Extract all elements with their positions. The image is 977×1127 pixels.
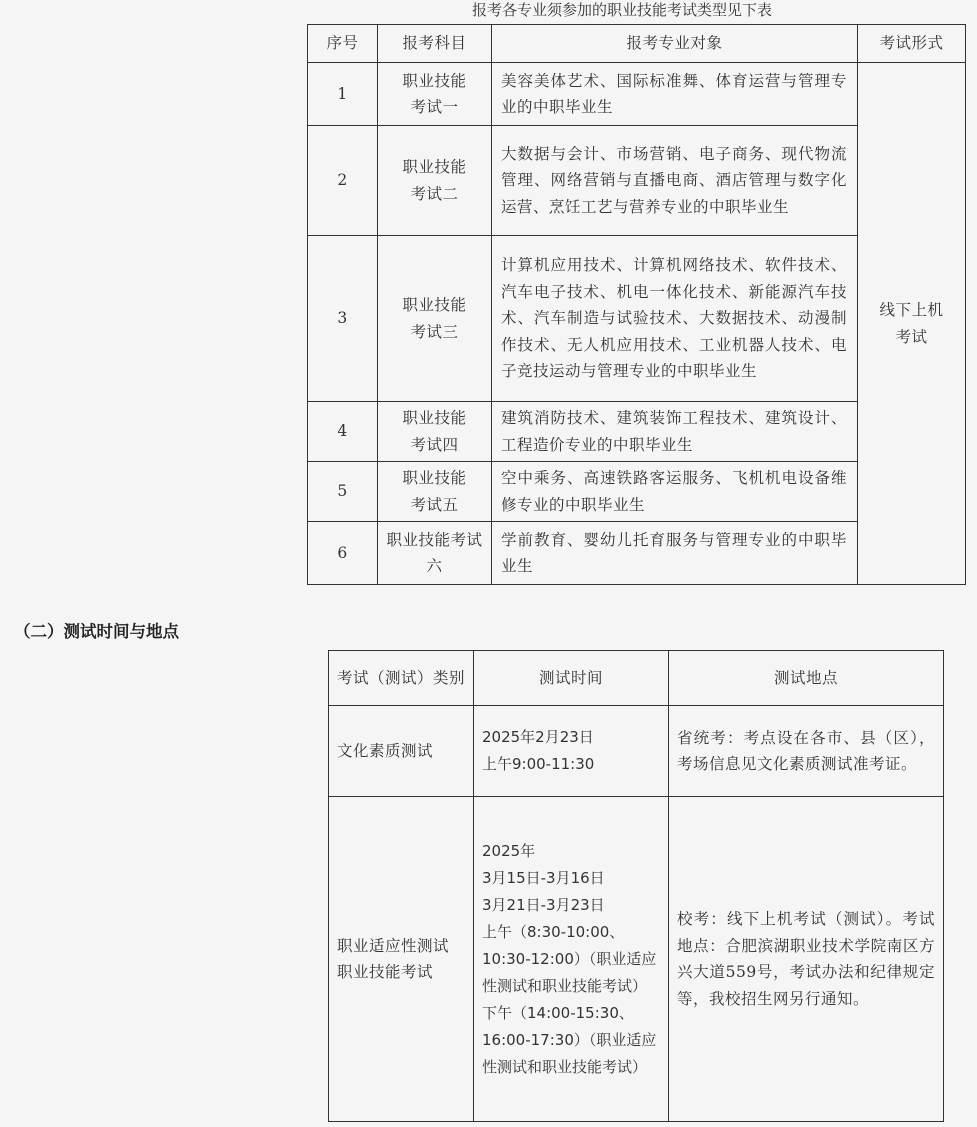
row-majors: 学前教育、婴幼儿托育服务与管理专业的中职毕业生 (492, 522, 858, 585)
table-row (329, 797, 944, 1122)
header-exam-form: 考试形式 (858, 25, 966, 63)
header-number: 序号 (308, 25, 378, 63)
category-line: 职业适应性测试 (337, 936, 450, 955)
schedule-table (328, 650, 944, 1122)
row-majors: 大数据与会计、市场营销、电子商务、现代物流管理、网络营销与直播电商、酒店管理与数字化运营、烹饪工艺与营养专业的中职毕业生 (492, 126, 858, 236)
time-morning: 上午（8:30-10:00、10:30-12:00）（职业适应性测试和职业技能考试） (482, 922, 657, 995)
exam-type-table (307, 24, 966, 585)
category-cell (329, 797, 474, 1122)
table-header-row (308, 25, 966, 63)
header-majors: 报考专业对象 (492, 25, 858, 63)
header-subject: 报考科目 (378, 25, 492, 63)
location-cell: 校考：线下上机考试（测试）。考试地点：合肥滨湖职业技术学院南区方兴大道559号，考试办法和纪律规定等，我校招生网另行通知。 (669, 797, 944, 1122)
table-row (308, 63, 966, 126)
table1-caption: 报考各专业须参加的职业技能考试类型见下表 (471, 1, 772, 19)
row-number: 3 (308, 236, 378, 402)
time-afternoon: 下午（14:00-15:30、16:00-17:30）（职业适应性测试和职业技能考试） (482, 1003, 657, 1076)
section-heading: （二）测试时间与地点 (14, 622, 179, 641)
category-cell: 文化素质测试 (329, 706, 474, 797)
row-majors: 建筑消防技术、建筑装饰工程技术、建筑设计、工程造价专业的中职毕业生 (492, 402, 858, 462)
row-subject: 职业技能考试六 (378, 522, 492, 585)
time-cell (474, 706, 669, 797)
row-subject: 职业技能考试四 (378, 402, 492, 462)
header-category: 考试（测试）类别 (329, 651, 474, 706)
row-subject: 职业技能考试三 (378, 236, 492, 402)
category-line: 职业技能考试 (337, 963, 434, 981)
row-subject: 职业技能考试一 (378, 63, 492, 126)
table-header-row (329, 651, 944, 706)
time-range: 3月21日-3月23日 (482, 895, 605, 914)
row-majors: 美容美体艺术、国际标准舞、体育运营与管理专业的中职毕业生 (492, 63, 858, 126)
time-hours: 上午9:00-11:30 (482, 755, 595, 773)
row-number: 1 (308, 63, 378, 126)
row-number: 2 (308, 126, 378, 236)
header-location: 测试地点 (669, 651, 944, 706)
time-cell (474, 797, 669, 1122)
exam-form-cell: 线下上机考试 (858, 63, 966, 585)
time-range: 3月15日-3月16日 (482, 868, 605, 887)
row-majors: 空中乘务、高速铁路客运服务、飞机机电设备维修专业的中职毕业生 (492, 462, 858, 522)
row-number: 4 (308, 402, 378, 462)
row-subject: 职业技能考试二 (378, 126, 492, 236)
row-subject: 职业技能考试五 (378, 462, 492, 522)
time-year: 2025年 (482, 841, 536, 860)
location-cell: 省统考：考点设在各市、县（区），考场信息见文化素质测试准考证。 (669, 706, 944, 797)
time-date: 2025年2月23日 (482, 728, 594, 746)
row-number: 5 (308, 462, 378, 522)
row-majors: 计算机应用技术、计算机网络技术、软件技术、汽车电子技术、机电一体化技术、新能源汽车技术、汽车制造与试验技术、大数据技术、动漫制作技术、无人机应用技术、工业机器人技术、电子竞技运动与管理专业的中职毕业生 (492, 236, 858, 402)
row-number: 6 (308, 522, 378, 585)
header-time: 测试时间 (474, 651, 669, 706)
table-row (329, 706, 944, 797)
